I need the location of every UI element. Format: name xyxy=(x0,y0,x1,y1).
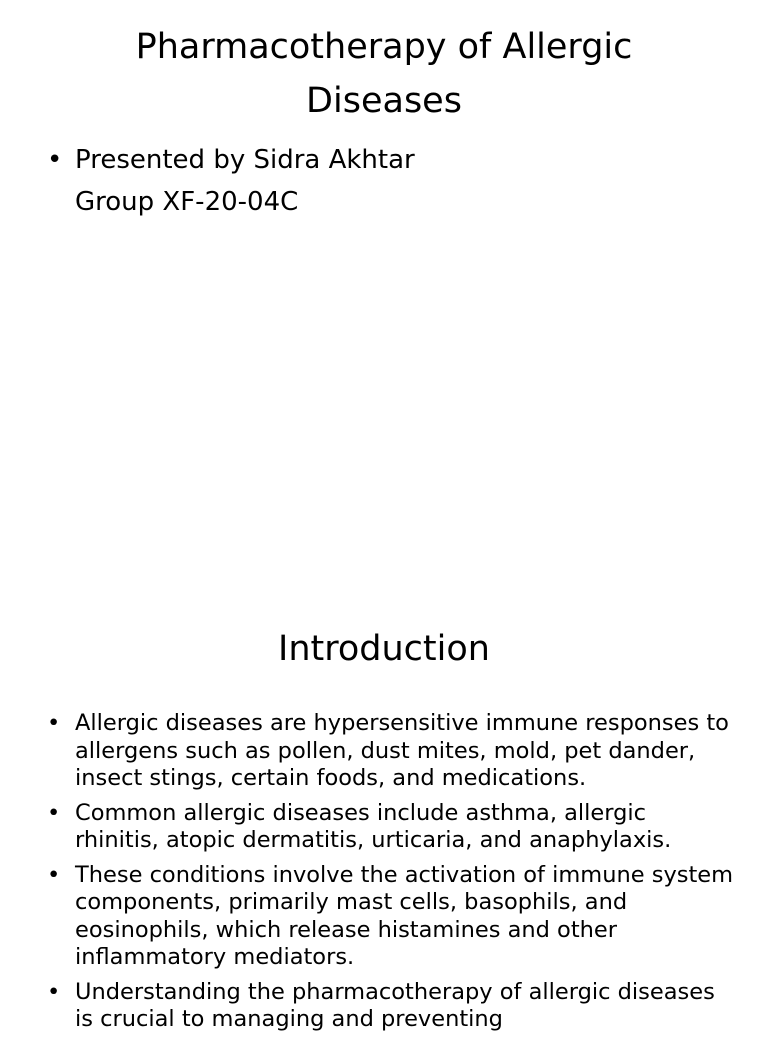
slide-introduction xyxy=(0,580,768,1032)
intro-bullet xyxy=(44,979,734,1034)
bullet-dot-icon: • xyxy=(47,799,61,826)
title-line-2: Diseases xyxy=(306,81,462,121)
presenter-name: Presented by Sidra Akhtar xyxy=(75,145,415,175)
introduction-heading: Introduction xyxy=(278,629,490,669)
presenter-item xyxy=(44,139,734,223)
bullet-dot-icon: • xyxy=(47,978,61,1005)
presenter-group: Group XF-20-04C xyxy=(75,187,299,217)
bullet-dot-icon: • xyxy=(47,710,61,736)
intro-bullet xyxy=(44,862,734,972)
intro-bullet-text: Understanding the pharmacotherapy of allergic diseases is crucial to managing and preventing xyxy=(75,978,715,1032)
introduction-list xyxy=(44,710,734,1041)
intro-bullet-text: These conditions involve the activation of immune system components, primarily mast cells, basophils, and eosinophils, which release histamines and other inflammatory mediators. xyxy=(75,861,734,970)
bullet-dot-icon: • xyxy=(47,145,63,175)
intro-bullet-text: Allergic diseases are hypersensitive immune responses to allergens such as pollen, dust mites, mold, pet dander, insect stings, certain foods, and medications. xyxy=(75,710,729,791)
intro-bullet-text: Common allergic diseases include asthma, allergic rhinitis, atopic dermatitis, urticaria, and anaphylaxis. xyxy=(75,799,672,853)
title-line-1: Pharmacotherapy of Allergic xyxy=(135,27,633,67)
slide-title-heading xyxy=(40,20,728,128)
intro-bullet xyxy=(44,710,734,793)
bullet-dot-icon: • xyxy=(47,861,61,888)
presenter-list xyxy=(44,139,734,223)
intro-bullet xyxy=(44,800,734,855)
presenter-text xyxy=(75,139,734,223)
